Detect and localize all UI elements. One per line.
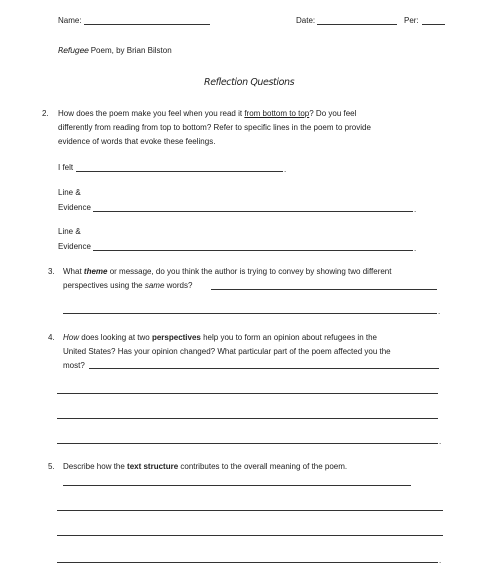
question-4-emphasis-perspectives: perspectives [151,333,201,342]
question-4-answer-line-2[interactable] [57,393,438,394]
i-felt-answer-line[interactable] [76,171,283,172]
line-evidence-a-label-1: Line & [58,188,81,197]
question-5-text: Describe how the text structure contributes to the overall meaning of the poem. [63,462,348,471]
line-evidence-a-answer-line[interactable] [93,211,413,212]
line-evidence-b-label-1: Line & [58,227,81,236]
question-5-answer-line-2[interactable] [57,510,443,511]
poem-title: Refugee [58,46,89,55]
question-5-answer-line-3[interactable] [57,535,443,536]
question-3-emphasis-theme: theme [83,267,108,276]
poem-subtitle [58,46,172,55]
line-evidence-b-label-2: Evidence [58,242,91,251]
question-3-emphasis-same: same [144,281,165,290]
period-field[interactable] [422,24,445,25]
question-5-answer-line-4[interactable] [57,562,438,563]
name-field[interactable] [84,24,210,25]
question-3-answer-line-1[interactable] [211,289,437,290]
question-4-number: 4. [48,333,55,342]
date-label: Date: [296,16,316,25]
question-2-number: 2. [42,109,49,118]
line-evidence-b-answer-line[interactable] [93,250,413,251]
question-2-emphasis: from bottom to top [244,109,310,118]
question-4-answer-line-1[interactable] [89,368,439,369]
line-evidence-a-label-2: Evidence [58,203,91,212]
period-label: Per: [404,16,419,25]
question-3-number: 3. [48,267,55,276]
section-title: Reflection Questions [204,77,295,88]
question-4-text: How does looking at two perspectives help you to form an opinion about refugees in the United States? Has your opinion changed? What particular part of the poem affected you the most? [63,333,391,370]
i-felt-label: I felt [58,163,74,172]
question-4-emphasis-how: How [63,333,80,342]
question-5-answer-line-1[interactable] [63,485,411,486]
question-5-emphasis-text-structure: text structure [127,462,179,471]
question-2-text: How does the poem make you feel when you read it from bottom to top? Do you feel differently from reading from top to bottom? Refer to specific lines in the poem to provide evidence of words that evoke these feelings. [58,109,371,146]
question-4-answer-line-3[interactable] [57,418,438,419]
name-label: Name: [58,16,82,25]
poem-byline: Poem, by Brian Bilston [88,46,172,55]
question-5-number: 5. [48,462,55,471]
question-3-answer-line-2[interactable] [63,313,437,314]
question-3-text: What theme or message, do you think the author is trying to convey by showing two different perspectives using the same words? [63,267,392,290]
date-field[interactable] [317,24,397,25]
question-4-answer-line-4[interactable] [57,443,438,444]
